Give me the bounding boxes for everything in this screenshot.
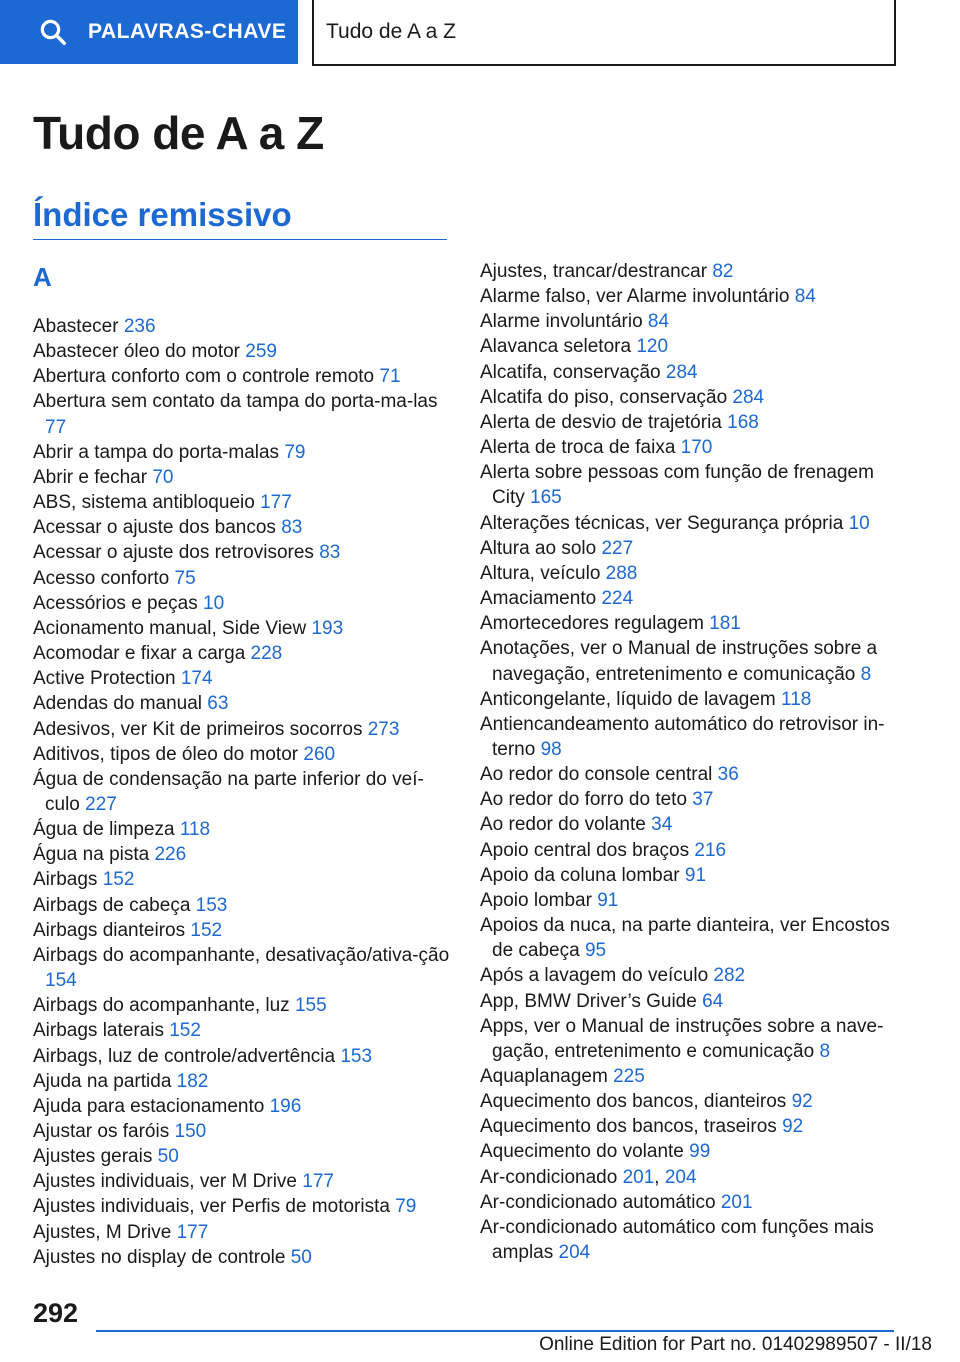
index-term: Antiencandeamento automático do retrovisor in‐terno — [480, 713, 885, 760]
index-term: Ar-condicionado automático — [480, 1191, 721, 1213]
index-term: Abertura sem contato da tampa do porta-ma‐las — [33, 391, 438, 413]
index-term: Airbags de cabeça — [33, 894, 196, 916]
page-reference-link[interactable]: 64 — [702, 990, 724, 1012]
page-reference-link[interactable]: 83 — [281, 517, 303, 539]
index-term: Apoios da nuca, na parte dianteira, ver Encostos de cabeça — [480, 915, 890, 962]
index-term: Ao redor do forro do teto — [480, 789, 693, 811]
index-entry — [33, 1245, 453, 1270]
index-entry — [33, 490, 453, 515]
index-term: Abertura conforto com o controle remoto — [33, 366, 380, 388]
page-reference-link[interactable]: 84 — [794, 286, 816, 308]
index-term: Aquecimento dos bancos, dianteiros — [480, 1091, 792, 1113]
index-term: Altura, veículo — [480, 562, 606, 584]
index-column-right — [480, 259, 900, 1265]
index-term: Alarme involuntário — [480, 311, 648, 333]
index-entry — [33, 1220, 453, 1245]
index-term: Airbags do acompanhante, luz — [33, 995, 295, 1017]
breadcrumb-label: Tudo de A a Z — [326, 20, 456, 43]
index-entry — [33, 742, 453, 767]
index-term: Abastecer óleo do motor — [33, 341, 246, 363]
index-entry — [33, 314, 453, 339]
index-entry — [480, 1190, 900, 1215]
page-reference-link[interactable]: 118 — [179, 819, 211, 841]
index-entry — [480, 586, 900, 611]
page-reference-link[interactable]: 282 — [713, 965, 746, 987]
index-term: Altura ao solo — [480, 537, 602, 559]
index-term: Ajuda para estacionamento — [33, 1095, 270, 1117]
page-reference-link[interactable]: 182 — [176, 1070, 209, 1092]
page-reference-link[interactable]: 227 — [85, 793, 117, 815]
index-term: Alcatifa do piso, conservação — [480, 386, 733, 408]
index-term: Active Protection — [33, 668, 181, 690]
index-term: Airbags, luz de controle/advertência — [33, 1045, 341, 1067]
index-term: Alavanca seletora — [480, 336, 637, 358]
page-reference-link[interactable]: 193 — [311, 617, 344, 639]
index-term: Acessórios e peças — [33, 592, 204, 614]
index-entry — [33, 918, 453, 943]
page-reference-link[interactable]: 259 — [245, 341, 277, 363]
page-reference-link[interactable]: 284 — [732, 386, 765, 408]
index-entry — [480, 812, 900, 837]
index-term: ABS, sistema antibloqueio — [33, 492, 261, 514]
index-term: Ajustes gerais — [33, 1146, 158, 1168]
index-column-left — [33, 314, 453, 1270]
index-term: Anotações, ver o Manual de instruções sobre a navegação, entretenimento e comunicação — [480, 638, 878, 685]
index-term: Água de condensação na parte inferior do veí‐culo — [33, 768, 424, 815]
page-reference-link[interactable]: 228 — [250, 643, 283, 665]
page-reference-link[interactable]: 34 — [651, 814, 673, 836]
index-entry — [480, 1064, 900, 1089]
index-term: Airbags dianteiros — [33, 919, 191, 941]
index-term: Adendas do manual — [33, 693, 208, 715]
index-entry — [33, 1044, 453, 1069]
page-reference-link[interactable]: 8 — [860, 663, 872, 685]
index-term: Ajustes, trancar/destrancar — [480, 261, 713, 282]
index-entry — [480, 611, 900, 636]
index-term: Ajustes, M Drive — [33, 1221, 177, 1243]
index-term: Aditivos, tipos de óleo do motor — [33, 743, 304, 765]
page-reference-link[interactable]: 181 — [709, 613, 741, 635]
index-entry — [480, 1215, 900, 1265]
index-term: Acesso conforto — [33, 567, 175, 589]
page-reference-link[interactable]: 75 — [174, 567, 196, 589]
page-reference-link[interactable]: 91 — [597, 889, 619, 911]
page-reference-link[interactable]: 204 — [664, 1166, 697, 1188]
index-entry — [480, 963, 900, 988]
page-reference-link[interactable]: 152 — [169, 1020, 201, 1042]
index-term: Ajuda na partida — [33, 1070, 177, 1092]
index-entry — [33, 515, 453, 540]
page-reference-link[interactable]: 260 — [303, 743, 336, 765]
index-entry — [33, 666, 453, 691]
page-number: 292 — [33, 1298, 79, 1328]
index-term: Airbags — [33, 869, 103, 891]
index-entry — [33, 691, 453, 716]
page-reference-link[interactable]: 10 — [848, 512, 870, 534]
index-entry — [480, 913, 900, 963]
index-entry — [480, 360, 900, 385]
search-icon — [38, 17, 68, 47]
index-entry — [33, 817, 453, 842]
index-term: Airbags do acompanhante, desativação/ativa‐ção — [33, 944, 450, 966]
index-entry — [33, 1119, 453, 1144]
page-reference-link[interactable]: 201 — [622, 1166, 655, 1188]
index-entry — [480, 1014, 900, 1064]
index-term: Alterações técnicas, ver Segurança própria — [480, 512, 849, 534]
index-term: Anticongelante, líquido de lavagem — [480, 688, 782, 710]
index-term: App, BMW Driver’s Guide — [480, 990, 703, 1012]
index-entry — [33, 1069, 453, 1094]
index-term: Água de limpeza — [33, 819, 180, 841]
index-term: Acomodar e fixar a carga — [33, 643, 251, 665]
index-term: Apoio da coluna lombar — [480, 864, 685, 886]
page-reference-link[interactable]: 288 — [605, 562, 638, 584]
index-entry — [33, 389, 453, 439]
index-entry — [480, 1139, 900, 1164]
index-entry — [480, 334, 900, 359]
index-term: Alerta de desvio de trajetória — [480, 411, 728, 433]
page-reference-link[interactable]: 63 — [207, 693, 229, 715]
page-reference-link[interactable]: 227 — [601, 537, 634, 559]
index-entry — [480, 435, 900, 460]
index-entry — [33, 1018, 453, 1043]
page-reference-link[interactable]: 120 — [636, 336, 669, 358]
page-reference-link[interactable]: 79 — [284, 441, 306, 463]
page-reference-link[interactable]: 98 — [540, 738, 562, 760]
keywords-button-label: PALAVRAS-CHAVE — [88, 20, 287, 43]
index-term: Aquecimento dos bancos, traseiros — [480, 1116, 783, 1138]
section-divider — [33, 239, 447, 240]
page-reference-link[interactable]: 118 — [781, 688, 812, 710]
page-reference-link[interactable]: 153 — [340, 1045, 373, 1067]
page-reference-link[interactable]: 177 — [260, 492, 292, 514]
index-entry — [480, 536, 900, 561]
index-term: Água na pista — [33, 844, 155, 866]
index-term: Amaciamento — [480, 588, 602, 610]
index-entry — [480, 1089, 900, 1114]
index-term: Acionamento manual, Side View — [33, 617, 312, 639]
index-term: Após a lavagem do veículo — [480, 965, 714, 987]
keywords-button[interactable] — [0, 0, 298, 64]
footer-divider — [96, 1330, 894, 1332]
page-reference-link[interactable]: 71 — [379, 366, 401, 388]
page-reference-link[interactable]: 284 — [665, 361, 698, 383]
index-term: Acessar o ajuste dos bancos — [33, 517, 282, 539]
index-entry — [480, 863, 900, 888]
page-reference-link[interactable]: 37 — [692, 789, 714, 811]
page-reference-link[interactable]: 155 — [294, 995, 327, 1017]
page-reference-link[interactable]: 273 — [367, 718, 400, 740]
index-entry — [33, 616, 453, 641]
page-reference-link[interactable]: 216 — [694, 839, 727, 861]
index-term: Airbags laterais — [33, 1020, 170, 1042]
page-reference-link[interactable]: 168 — [727, 411, 759, 433]
page-reference-link[interactable]: 201 — [720, 1191, 753, 1213]
page-reference-link[interactable]: 226 — [154, 844, 187, 866]
page-reference-link[interactable]: 83 — [319, 542, 341, 564]
index-letter-heading: A — [33, 262, 52, 292]
index-term: Alerta sobre pessoas com função de frenagem City — [480, 462, 874, 509]
index-entry — [480, 561, 900, 586]
page-reference-link[interactable]: 91 — [684, 864, 707, 886]
index-term: Alerta de troca de faixa — [480, 437, 681, 459]
page-reference-link[interactable]: 50 — [157, 1146, 179, 1168]
index-entry — [480, 762, 900, 787]
page-title: Tudo de A a Z — [33, 107, 324, 159]
index-entry — [33, 364, 453, 389]
index-term: Abrir a tampa do porta-malas — [33, 441, 285, 463]
index-term: Ar-condicionado — [480, 1166, 623, 1188]
page-reference-link[interactable]: 8 — [819, 1040, 831, 1062]
index-term: Ajustes no display de controle — [33, 1246, 291, 1268]
breadcrumb[interactable] — [312, 0, 896, 66]
index-term: Ajustar os faróis — [33, 1121, 175, 1142]
index-entry — [480, 787, 900, 812]
index-term: Aquecimento do volante — [480, 1141, 690, 1163]
page-reference-link[interactable]: 152 — [102, 869, 135, 891]
index-entry — [480, 838, 900, 863]
index-entry — [480, 687, 900, 712]
page-reference-link[interactable]: 196 — [269, 1095, 302, 1117]
index-entry — [480, 636, 900, 686]
index-entry — [480, 410, 900, 435]
index-term: Amortecedores regulagem — [480, 613, 710, 635]
index-entry — [33, 842, 453, 867]
index-term: Adesivos, ver Kit de primeiros socorros — [33, 718, 368, 740]
index-entry — [33, 893, 453, 918]
index-entry — [33, 867, 453, 892]
index-entry — [480, 888, 900, 913]
edition-note: Online Edition for Part no. 01402989507 - II/18 — [539, 1334, 932, 1355]
page-reference-link[interactable]: 152 — [190, 919, 223, 941]
page-reference-link[interactable]: 70 — [152, 466, 174, 488]
page-reference-link[interactable]: 50 — [290, 1246, 312, 1268]
index-entry — [33, 767, 453, 817]
index-entry — [33, 540, 453, 565]
index-entry — [33, 339, 453, 364]
index-entry: Ar-condicionado 201, 204 — [480, 1166, 697, 1188]
index-entry — [480, 259, 900, 284]
index-entry — [33, 591, 453, 616]
index-entry — [33, 1194, 453, 1219]
page-reference-link[interactable]: 177 — [176, 1221, 209, 1243]
top-navigation — [0, 0, 960, 66]
index-term: Aquaplanagem — [480, 1066, 614, 1087]
page-reference-link[interactable]: 150 — [174, 1121, 207, 1142]
index-term: Apps, ver o Manual de instruções sobre a nave‐gação, entretenimento e comunicação — [480, 1015, 884, 1062]
page-reference-link[interactable]: 10 — [203, 592, 225, 614]
index-entry — [33, 641, 453, 666]
page-reference-link[interactable]: 82 — [712, 261, 734, 282]
index-entry — [480, 712, 900, 762]
index-term: Ar-condicionado automático com funções mais amplas — [480, 1216, 874, 1264]
page-reference-link[interactable]: 36 — [717, 764, 739, 786]
index-term: Ao redor do volante — [480, 814, 652, 836]
page-reference-link[interactable]: 177 — [302, 1171, 334, 1193]
page-reference-link[interactable]: 153 — [195, 894, 228, 916]
page-reference-link[interactable]: 165 — [530, 487, 562, 509]
index-term: Ao redor do console central — [480, 764, 718, 786]
page-reference-link[interactable]: 79 — [395, 1196, 417, 1218]
index-entry — [480, 284, 900, 309]
index-term: Ajustes individuais, ver M Drive — [33, 1171, 303, 1193]
index-term: Alcatifa, conservação — [480, 361, 666, 383]
page-reference-link[interactable]: 236 — [123, 316, 156, 337]
index-entry — [480, 989, 900, 1014]
index-entry — [33, 943, 453, 993]
index-term: Apoio central dos braços — [480, 839, 695, 861]
page-reference-link[interactable]: 174 — [180, 668, 213, 690]
index-entry — [33, 1094, 453, 1119]
index-entry — [480, 309, 900, 334]
page-reference-link[interactable]: 99 — [689, 1141, 711, 1163]
page-reference-link[interactable]: 225 — [613, 1066, 645, 1087]
page-reference-link[interactable]: 92 — [782, 1116, 804, 1138]
index-entry — [33, 1144, 453, 1169]
index-entry — [33, 717, 453, 742]
index-entry — [33, 566, 453, 591]
index-term: Abastecer — [33, 316, 124, 337]
index-entry — [33, 993, 453, 1018]
index-entry — [480, 385, 900, 410]
index-entry — [33, 440, 453, 465]
page-reference-link[interactable]: 84 — [647, 311, 670, 333]
index-term: Acessar o ajuste dos retrovisores — [33, 542, 320, 564]
index-entry — [480, 460, 900, 510]
page-reference-link[interactable]: 95 — [584, 940, 607, 962]
page-reference-link[interactable]: 170 — [680, 437, 713, 459]
index-term: Ajustes individuais, ver Perfis de motorista — [33, 1196, 396, 1218]
section-title: Índice remissivo — [33, 196, 292, 233]
index-entry — [480, 1114, 900, 1139]
index-term: Abrir e fechar — [33, 466, 153, 488]
page-reference-link[interactable]: 224 — [601, 588, 634, 610]
index-term: Alarme falso, ver Alarme involuntário — [480, 286, 795, 308]
index-term: Apoio lombar — [480, 889, 598, 911]
page-reference-link[interactable]: 154 — [45, 970, 77, 992]
page-reference-link[interactable]: 204 — [558, 1242, 591, 1264]
index-entry — [33, 465, 453, 490]
page-reference-link[interactable]: 92 — [791, 1091, 813, 1113]
page-reference-link[interactable]: 77 — [45, 416, 67, 438]
index-entry — [33, 1169, 453, 1194]
index-entry — [480, 511, 900, 536]
